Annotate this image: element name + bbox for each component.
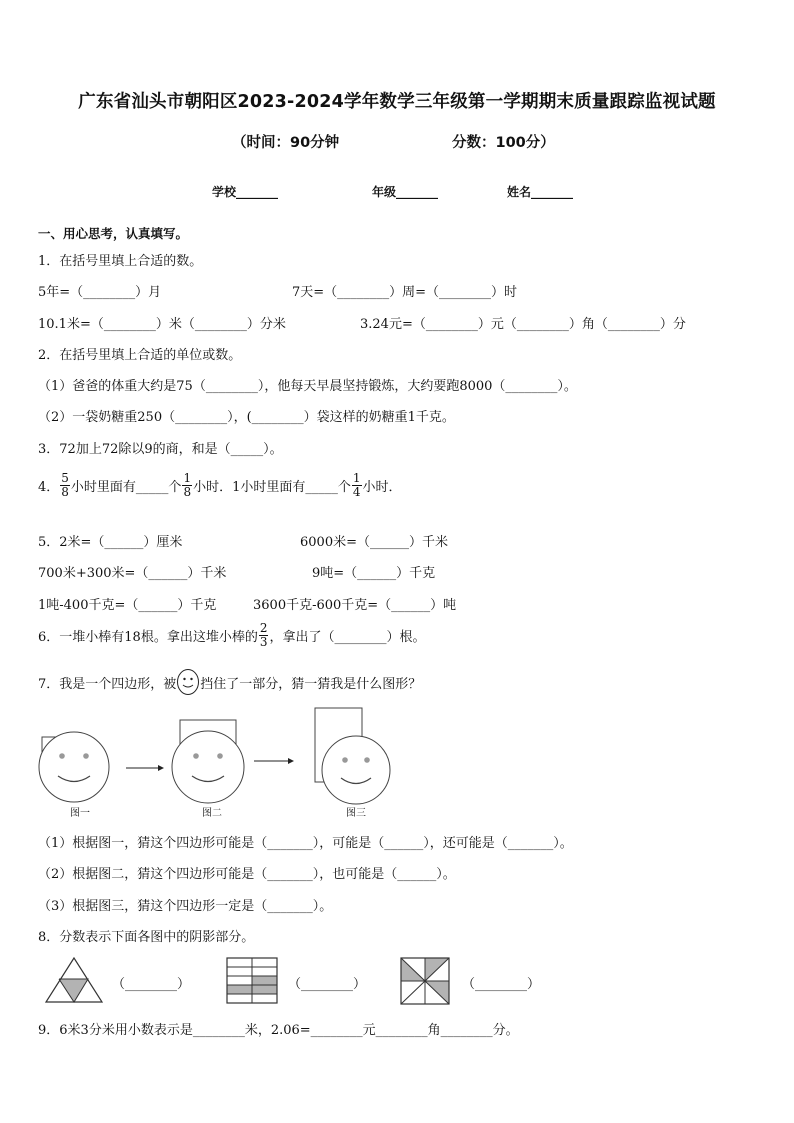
- exam-score: 分数：100分）: [452, 135, 555, 151]
- triangle-shaded-part: [59, 979, 88, 1002]
- q1-line2-a[interactable]: 10.1米=（________）米（________）分米: [38, 317, 286, 332]
- q7-part3[interactable]: （3）根据图三，猜这个四边形一定是（_______）。: [38, 899, 333, 914]
- q1-line1-a[interactable]: 5年=（________）月: [38, 285, 162, 300]
- q8-blank-3[interactable]: （________）: [462, 977, 541, 992]
- q1-line1-b[interactable]: 7天=（________）周=（________）时: [292, 285, 518, 300]
- fig2-caption: 图二: [202, 808, 222, 819]
- q3-text[interactable]: 3．72加上72除以9的商，和是（_____）。: [38, 442, 283, 457]
- fig3-smiley-face: [322, 736, 390, 804]
- q4-text-2: 小时．1小时里面有_____个: [193, 480, 351, 495]
- triangle-figure: [44, 956, 106, 1006]
- arrow-2-head: [288, 758, 294, 764]
- q4-number: 4．: [38, 480, 60, 495]
- q9-text[interactable]: 9．6米3分米用小数表示是________米，2.06=________元________角________分。: [38, 1023, 519, 1038]
- q5-d[interactable]: 9吨=（______）千克: [312, 566, 436, 581]
- q8-stem: 8．分数表示下面各图中的阴影部分。: [38, 930, 255, 945]
- q5-c[interactable]: 700米+300米=（______）千米: [38, 566, 227, 581]
- q7-part1[interactable]: （1）根据图一，猜这个四边形可能是（_______），可能是（______），还可能是（_______）。: [38, 836, 573, 851]
- arrow-1-head: [158, 765, 164, 771]
- q8-blank-1[interactable]: （________）: [112, 977, 191, 992]
- figure-1: [39, 732, 109, 802]
- q1-line2-b[interactable]: 3.24元=（________）元（________）角（________）分: [360, 317, 686, 332]
- q7-figures: [34, 700, 394, 820]
- grade-field[interactable]: 年级_______: [372, 185, 439, 199]
- q6-text-2: ，拿出了（________）根。: [269, 630, 426, 645]
- q4-text-3: 小时．: [362, 480, 402, 495]
- q2-stem: 2．在括号里填上合适的单位或数。: [38, 348, 242, 363]
- grid-shaded-half-row: [252, 976, 277, 985]
- figure-3: [315, 708, 390, 804]
- q4-text-1: 小时里面有_____个: [70, 480, 182, 495]
- q4-line[interactable]: [38, 472, 402, 499]
- section-heading: 一、用心思考，认真填写。: [38, 226, 189, 241]
- fig3-caption: 图三: [346, 808, 366, 819]
- q7-stem: [38, 668, 421, 696]
- q7-text-1: 7．我是一个四边形，被: [38, 676, 177, 692]
- school-field[interactable]: 学校_______: [212, 185, 279, 199]
- q7-text-2: 挡住了一部分，猜一猜我是什么图形？: [200, 676, 422, 692]
- q6-fraction: $\frac{2}{3}$: [259, 621, 268, 649]
- q4-fraction-3: $\frac{1}{4}$: [352, 471, 361, 499]
- name-field[interactable]: 姓名_______: [507, 185, 574, 199]
- q5-f[interactable]: 3600千克-600千克=（______）吨: [253, 598, 457, 613]
- grid-figure: [226, 957, 278, 1005]
- fig1-smiley-face: [39, 732, 109, 802]
- q7-part2[interactable]: （2）根据图二，猜这个四边形可能是（_______），也可能是（______）。: [38, 867, 456, 882]
- fig2-smiley-face: [172, 731, 244, 803]
- q6-text-1: 6．一堆小棒有18根。拿出这堆小棒的: [38, 630, 258, 645]
- q4-fraction-1: $\frac{5}{8}$: [61, 471, 69, 499]
- q6-line[interactable]: [38, 622, 425, 649]
- q4-fraction-2: $\frac{1}{8}$: [183, 471, 192, 499]
- smiley-icon: [176, 668, 200, 696]
- figure-2: [172, 720, 244, 803]
- page-title: 广东省汕头市朝阳区2023-2024学年数学三年级第一学期期末质量跟踪监视试题: [78, 92, 716, 112]
- q5-a[interactable]: 5．2米=（______）厘米: [38, 535, 183, 550]
- q5-e[interactable]: 1吨-400千克=（______）千克: [38, 598, 217, 613]
- square-figure: [400, 957, 450, 1005]
- fig1-caption: 图一: [70, 808, 90, 819]
- q8-blank-2[interactable]: （________）: [288, 977, 367, 992]
- q2-part1[interactable]: （1）爸爸的体重大约是75（________），他每天早晨坚持锻炼，大约要跑8000（________）。: [38, 379, 577, 394]
- q1-stem: 1．在括号里填上合适的数。: [38, 254, 203, 269]
- q2-part2[interactable]: （2）一袋奶糖重250（________），(________）袋这样的奶糖重1千克。: [38, 410, 455, 425]
- q5-b[interactable]: 6000米=（______）千米: [300, 535, 448, 550]
- exam-time: （时间：90分钟: [232, 135, 340, 151]
